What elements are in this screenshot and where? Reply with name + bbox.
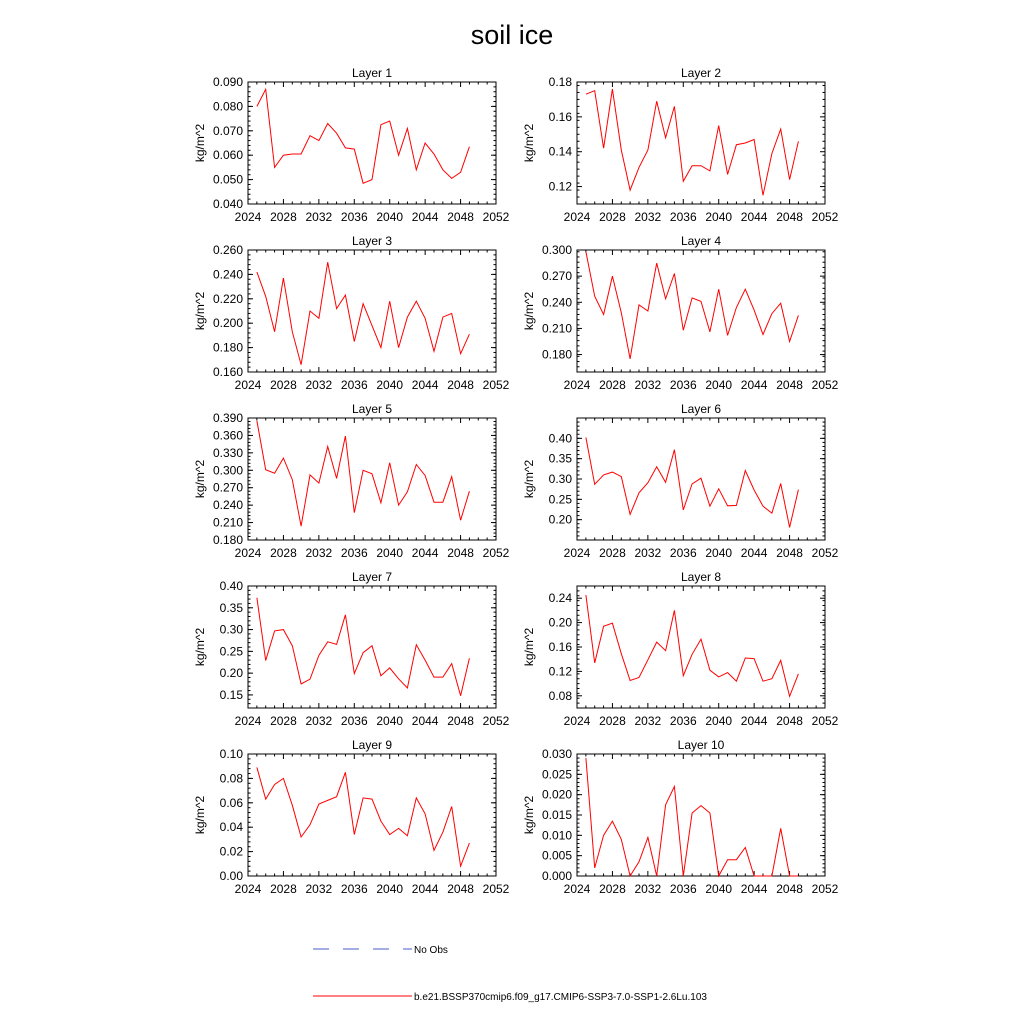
y-tick-label: 0.240 (212, 498, 243, 513)
x-tick-label: 2036 (340, 882, 368, 896)
y-tick-label: 0.025 (541, 767, 572, 782)
x-tick-label: 2048 (776, 714, 803, 728)
y-tick-label: 0.015 (541, 808, 572, 822)
y-tick-label: 0.020 (541, 787, 572, 802)
x-tick-label: 2024 (563, 546, 591, 560)
chart-panel-4 (522, 234, 839, 392)
x-tick-label: 2028 (599, 378, 626, 392)
x-tick-label: 2044 (740, 882, 768, 896)
y-tick-label: 0.040 (212, 197, 243, 211)
y-tick-label: 0.25 (548, 492, 572, 507)
plot-frame (248, 418, 496, 540)
y-tick-label: 0.210 (541, 321, 572, 336)
y-tick-label: 0.35 (548, 451, 572, 466)
y-tick-label: 0.270 (541, 269, 572, 284)
series-line-1 (586, 252, 799, 359)
series-line-1 (257, 89, 470, 183)
y-tick-label: 0.24 (548, 591, 572, 606)
x-tick-label: 2024 (234, 714, 262, 728)
x-tick-label: 2048 (776, 882, 803, 896)
x-tick-label: 2052 (811, 210, 839, 224)
x-tick-label: 2036 (669, 714, 697, 728)
panel-title: Layer 7 (351, 570, 393, 584)
x-tick-label: 2032 (305, 882, 333, 896)
x-tick-label: 2036 (340, 210, 368, 224)
panel-title: Layer 3 (351, 234, 393, 248)
x-tick-label: 2036 (340, 546, 368, 560)
y-tick-label: 0.12 (548, 664, 572, 679)
x-tick-label: 2028 (599, 714, 626, 728)
panel-title: Layer 5 (351, 402, 393, 416)
x-tick-label: 2048 (447, 210, 474, 224)
x-tick-label: 2040 (705, 210, 733, 224)
y-axis-label: kg/m^2 (193, 795, 207, 835)
y-tick-label: 0.25 (219, 644, 243, 659)
y-tick-label: 0.005 (541, 848, 572, 863)
x-tick-label: 2040 (376, 546, 404, 560)
x-tick-label: 2024 (234, 378, 262, 392)
y-tick-label: 0.090 (212, 75, 243, 89)
x-tick-label: 2044 (411, 882, 439, 896)
x-tick-label: 2036 (340, 378, 368, 392)
panel-title: Layer 1 (351, 66, 393, 80)
y-tick-label: 0.210 (212, 515, 243, 530)
y-tick-label: 0.180 (212, 533, 243, 547)
x-tick-label: 2036 (669, 546, 697, 560)
x-tick-label: 2024 (563, 882, 591, 896)
x-tick-label: 2052 (482, 882, 510, 896)
plot-frame (248, 250, 496, 372)
y-tick-label: 0.10 (219, 747, 243, 761)
x-tick-label: 2052 (482, 378, 510, 392)
x-tick-label: 2040 (705, 882, 733, 896)
panel-title: Layer 6 (680, 402, 722, 416)
legend-obs-label: No Obs (414, 945, 448, 956)
y-tick-label: 0.20 (548, 512, 572, 527)
x-tick-label: 2052 (811, 546, 839, 560)
y-tick-label: 0.300 (212, 463, 243, 478)
x-tick-label: 2024 (234, 210, 262, 224)
y-tick-label: 0.16 (548, 109, 572, 124)
x-tick-label: 2048 (776, 546, 803, 560)
x-tick-label: 2032 (305, 546, 333, 560)
y-axis-label: kg/m^2 (522, 291, 536, 331)
legend-model-label: b.e21.BSSP370cmip6.f09_g17.CMIP6-SSP3-7.0-SSP1-2.6Lu.103 (414, 992, 707, 1003)
series-line-1 (586, 89, 799, 195)
x-tick-label: 2044 (411, 714, 439, 728)
x-tick-label: 2028 (599, 210, 626, 224)
x-tick-label: 2032 (634, 378, 662, 392)
y-axis-label: kg/m^2 (522, 627, 536, 667)
y-tick-label: 0.20 (219, 666, 243, 681)
y-tick-label: 0.30 (219, 622, 243, 637)
chart-panel-3 (193, 234, 510, 392)
y-axis-label: kg/m^2 (522, 795, 536, 835)
x-tick-label: 2044 (740, 714, 768, 728)
x-tick-label: 2024 (563, 714, 591, 728)
y-tick-label: 0.010 (541, 828, 572, 843)
y-tick-label: 0.180 (541, 347, 572, 362)
plot-frame (577, 754, 825, 876)
y-tick-label: 0.18 (548, 75, 572, 89)
y-tick-label: 0.330 (212, 445, 243, 460)
y-axis-label: kg/m^2 (193, 123, 207, 163)
panel-title: Layer 10 (677, 738, 725, 752)
x-tick-label: 2032 (634, 546, 662, 560)
y-axis-label: kg/m^2 (522, 459, 536, 499)
panel-title: Layer 9 (351, 738, 393, 752)
x-tick-label: 2032 (634, 714, 662, 728)
x-tick-label: 2036 (669, 210, 697, 224)
panel-title: Layer 8 (680, 570, 722, 584)
x-tick-label: 2048 (447, 714, 474, 728)
chart-panel-10 (522, 738, 839, 896)
y-tick-label: 0.060 (212, 148, 243, 163)
x-tick-label: 2040 (376, 882, 404, 896)
y-tick-label: 0.240 (541, 295, 572, 310)
panel-title: Layer 4 (680, 234, 722, 248)
x-tick-label: 2040 (376, 210, 404, 224)
x-tick-label: 2032 (305, 378, 333, 392)
x-tick-label: 2048 (776, 378, 803, 392)
x-tick-label: 2048 (447, 546, 474, 560)
series-line-1 (586, 595, 799, 696)
x-tick-label: 2040 (705, 378, 733, 392)
x-tick-label: 2036 (669, 882, 697, 896)
y-tick-label: 0.000 (541, 869, 572, 883)
y-tick-label: 0.200 (212, 316, 243, 331)
x-tick-label: 2032 (634, 210, 662, 224)
y-tick-label: 0.050 (212, 172, 243, 187)
y-tick-label: 0.20 (548, 615, 572, 630)
series-line-1 (586, 758, 799, 876)
y-tick-label: 0.08 (548, 688, 572, 703)
x-tick-label: 2032 (305, 210, 333, 224)
chart-panel-9 (193, 738, 510, 896)
figure-title: soil ice (470, 20, 554, 50)
x-tick-label: 2044 (740, 546, 768, 560)
x-tick-label: 2044 (740, 378, 768, 392)
chart-panel-5 (193, 402, 510, 560)
panels-group (193, 66, 839, 896)
x-tick-label: 2028 (270, 210, 297, 224)
y-tick-label: 0.00 (219, 869, 243, 883)
y-tick-label: 0.08 (219, 771, 243, 786)
y-tick-label: 0.220 (212, 291, 243, 306)
x-tick-label: 2028 (270, 378, 297, 392)
series-line-1 (257, 262, 470, 365)
y-tick-label: 0.080 (212, 99, 243, 114)
x-tick-label: 2036 (340, 714, 368, 728)
x-tick-label: 2040 (376, 714, 404, 728)
y-tick-label: 0.15 (219, 687, 243, 702)
y-tick-label: 0.14 (548, 144, 572, 159)
series-line-1 (257, 598, 470, 696)
x-tick-label: 2024 (234, 546, 262, 560)
y-axis-label: kg/m^2 (193, 459, 207, 499)
x-tick-label: 2048 (447, 378, 474, 392)
x-tick-label: 2024 (563, 210, 591, 224)
y-tick-label: 0.240 (212, 267, 243, 282)
y-tick-label: 0.160 (212, 365, 243, 379)
x-tick-label: 2036 (669, 378, 697, 392)
x-tick-label: 2052 (482, 714, 510, 728)
x-tick-label: 2052 (811, 882, 839, 896)
x-tick-label: 2028 (270, 546, 297, 560)
x-tick-label: 2032 (305, 714, 333, 728)
y-tick-label: 0.070 (212, 123, 243, 138)
y-tick-label: 0.180 (212, 340, 243, 355)
x-tick-label: 2024 (563, 378, 591, 392)
y-tick-label: 0.270 (212, 480, 243, 495)
y-tick-label: 0.360 (212, 428, 243, 443)
x-tick-label: 2028 (270, 882, 297, 896)
x-tick-label: 2044 (411, 546, 439, 560)
y-tick-label: 0.40 (548, 431, 572, 446)
x-tick-label: 2040 (705, 546, 733, 560)
plot-frame (577, 250, 825, 372)
x-tick-label: 2028 (599, 882, 626, 896)
chart-panel-1 (193, 66, 510, 224)
x-tick-label: 2052 (482, 210, 510, 224)
x-tick-label: 2028 (270, 714, 297, 728)
series-line-1 (257, 767, 470, 866)
x-tick-label: 2044 (411, 210, 439, 224)
x-tick-label: 2032 (634, 882, 662, 896)
x-tick-label: 2040 (376, 378, 404, 392)
y-tick-label: 0.30 (548, 472, 572, 486)
plot-frame (248, 82, 496, 204)
x-tick-label: 2048 (447, 882, 474, 896)
y-tick-label: 0.02 (219, 844, 243, 859)
x-tick-label: 2052 (811, 714, 839, 728)
chart-panel-2 (522, 66, 839, 224)
y-tick-label: 0.030 (541, 747, 572, 761)
y-axis-label: kg/m^2 (193, 291, 207, 331)
y-tick-label: 0.04 (219, 820, 243, 835)
panel-title: Layer 2 (680, 66, 722, 80)
chart-panel-8 (522, 570, 839, 728)
x-tick-label: 2024 (234, 882, 262, 896)
y-tick-label: 0.35 (219, 600, 243, 615)
chart-panel-6 (522, 402, 839, 560)
y-axis-label: kg/m^2 (522, 123, 536, 163)
y-tick-label: 0.12 (548, 179, 572, 194)
series-line-1 (257, 421, 470, 526)
x-tick-label: 2044 (740, 210, 768, 224)
x-tick-label: 2052 (811, 378, 839, 392)
x-tick-label: 2052 (482, 546, 510, 560)
x-tick-label: 2028 (599, 546, 626, 560)
y-tick-label: 0.390 (212, 411, 243, 425)
x-tick-label: 2040 (705, 714, 733, 728)
y-axis-label: kg/m^2 (193, 627, 207, 667)
legend (313, 945, 707, 1003)
y-tick-label: 0.16 (548, 640, 572, 654)
series-line-1 (586, 438, 799, 528)
plot-frame (248, 754, 496, 876)
y-tick-label: 0.300 (541, 243, 572, 257)
x-tick-label: 2048 (776, 210, 803, 224)
y-tick-label: 0.40 (219, 579, 243, 593)
x-tick-label: 2044 (411, 378, 439, 392)
y-tick-label: 0.06 (219, 795, 243, 810)
chart-panel-7 (193, 570, 510, 728)
y-tick-label: 0.260 (212, 243, 243, 257)
